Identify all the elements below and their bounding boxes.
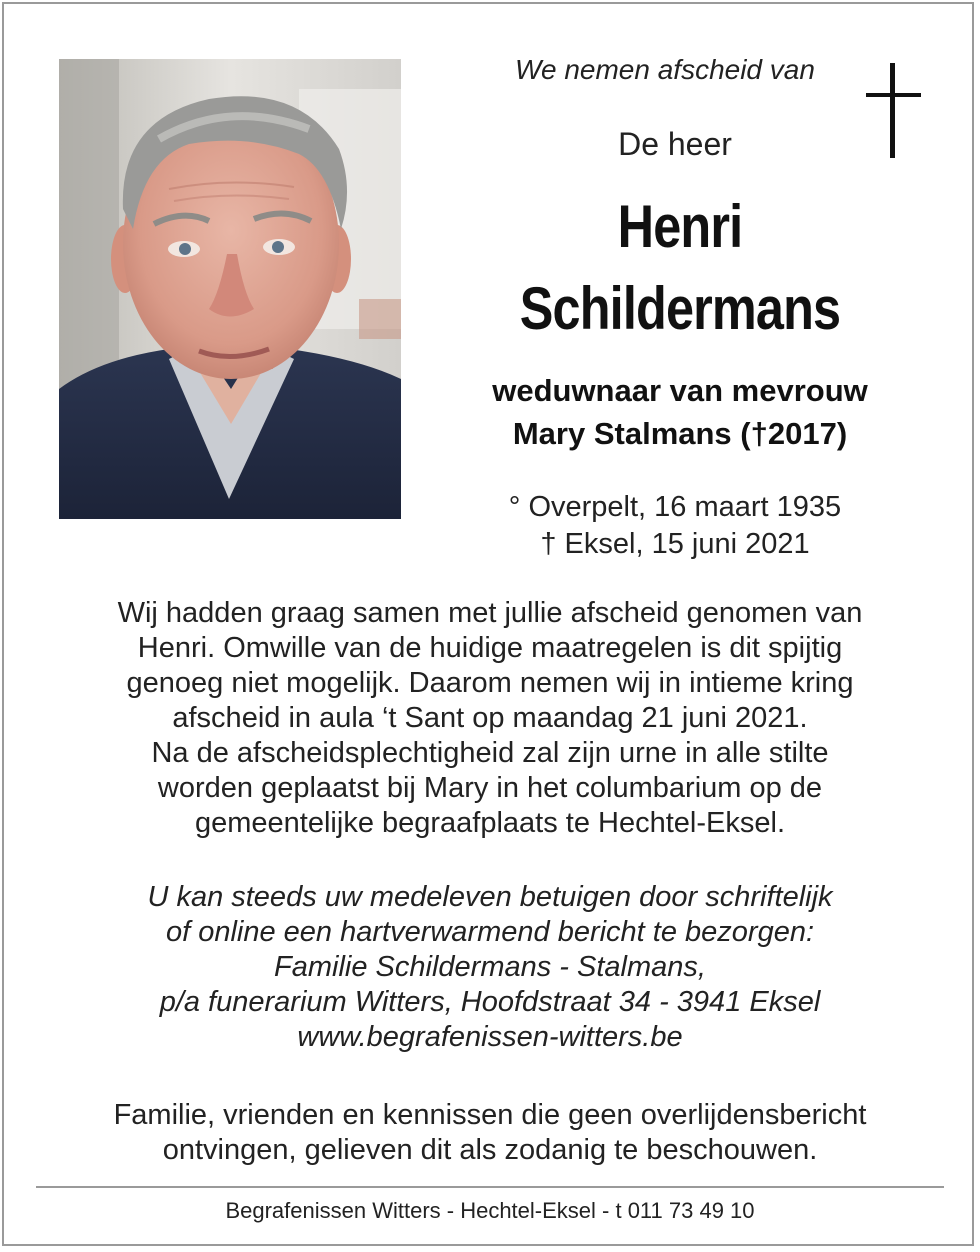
condolence-paragraph	[40, 880, 940, 1055]
notice-line: ontvingen, gelieven dit als zodanig te beschouwen.	[162, 1134, 818, 1166]
spouse-line-2: Mary Stalmans (†2017)	[512, 416, 848, 451]
condolence-line: U kan steeds uw medeleven betuigen door schriftelijk	[147, 881, 833, 913]
intro-text: We nemen afscheid van	[515, 54, 815, 85]
announcement-paragraph	[40, 596, 940, 841]
spouse-line-1: weduwnaar van mevrouw	[492, 373, 868, 408]
announcement-line: Henri. Omwille van de huidige maatregelen is dit spijtig	[137, 632, 843, 664]
notice-line: Familie, vrienden en kennissen die geen overlijdensbericht	[113, 1099, 867, 1131]
announcement-line: Wij hadden graag samen met jullie afscheid genomen van	[117, 597, 863, 629]
death-date: † Eksel, 15 juni 2021	[540, 528, 810, 560]
announcement-line: gemeentelijke begraafplaats te Hechtel-Eksel.	[195, 807, 785, 839]
condolence-line: Familie Schildermans - Stalmans,	[274, 951, 706, 983]
condolence-line: of online een hartverwarmend bericht te bezorgen:	[165, 916, 815, 948]
footer-text: Begrafenissen Witters - Hechtel-Eksel - t 011 73 49 10	[225, 1198, 755, 1223]
condolence-line: p/a funerarium Witters, Hoofdstraat 34 - 3941 Eksel	[159, 986, 821, 1018]
salutation: De heer	[618, 126, 732, 162]
birth-date: ° Overpelt, 16 maart 1935	[508, 491, 842, 523]
footer-divider	[36, 1186, 944, 1188]
announcement-line: afscheid in aula ‘t Sant op maandag 21 juni 2021.	[172, 702, 808, 734]
last-name: Schildermans	[519, 275, 841, 342]
announcement-line: Na de afscheidsplechtigheid zal zijn urne in alle stilte	[151, 737, 829, 769]
announcement-line: genoeg niet mogelijk. Daarom nemen wij in intieme kring	[126, 667, 854, 699]
announcement-line: worden geplaatst bij Mary in het columbarium op de	[157, 772, 823, 804]
first-name: Henri	[617, 193, 743, 260]
notice-paragraph	[40, 1098, 940, 1168]
portrait-photo	[59, 59, 401, 519]
website-link[interactable]: www.begrafenissen-witters.be	[297, 1021, 683, 1053]
